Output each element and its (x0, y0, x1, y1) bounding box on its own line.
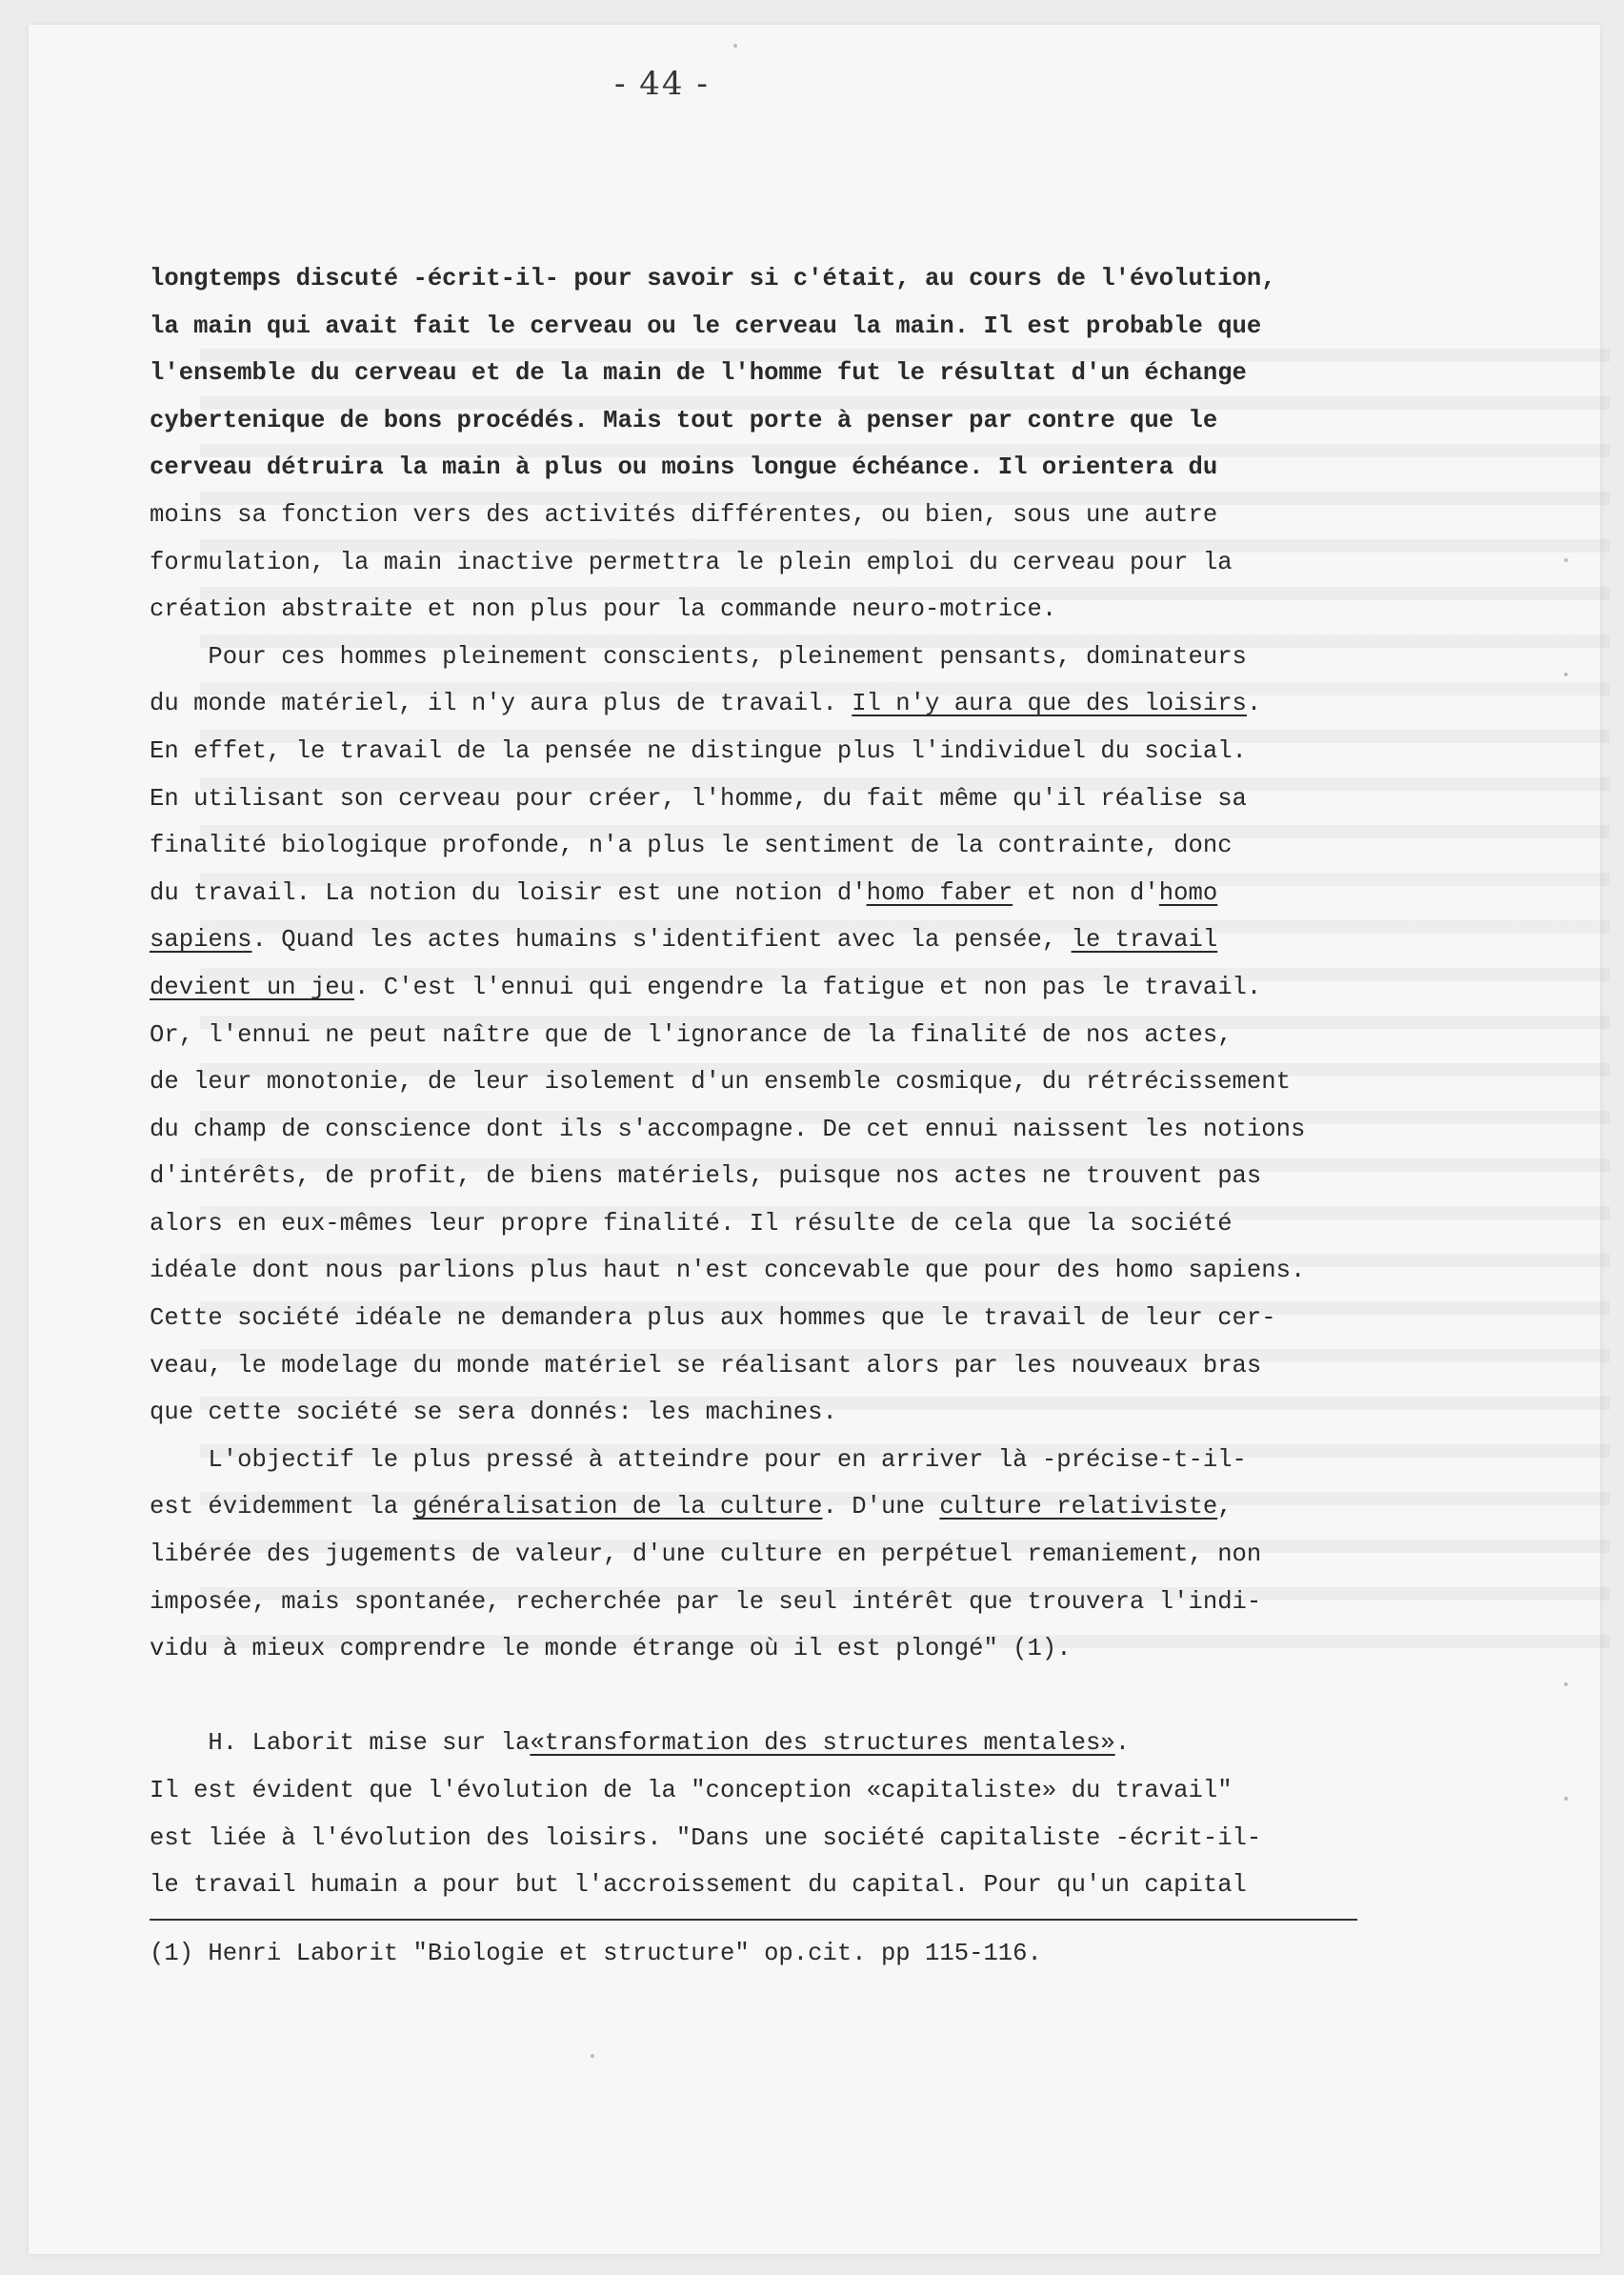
text-run: veau, le modelage du monde matériel se réalisant alors par les nouveaux bras (150, 1351, 1262, 1379)
text-run: de leur monotonie, de leur isolement d'un ensemble cosmique, du rétrécissement (150, 1068, 1291, 1097)
text-line (150, 1673, 1426, 1721)
text-run: est évidemment la (150, 1493, 413, 1521)
text-line (150, 539, 1426, 587)
text-run: En effet, le travail de la pensée ne distingue plus l'individuel du social. (150, 736, 1247, 765)
text-run: , (1217, 1493, 1233, 1521)
underlined-phrase: le travail (1071, 926, 1218, 955)
text-line (150, 634, 1426, 681)
underlined-phrase: sapiens (150, 926, 252, 955)
text-line (150, 1625, 1426, 1673)
text-run: idéale dont nous parlions plus haut n'est concevable que pour des homo sapiens. (150, 1257, 1306, 1285)
text-run: Il est évident que l'évolution de la "conception «capitaliste» du travail" (150, 1777, 1233, 1804)
text-line (150, 775, 1426, 823)
text-line (150, 1389, 1426, 1437)
text-line (150, 1862, 1426, 1909)
underlined-phrase: homo faber (866, 878, 1013, 907)
text-run: formulation, la main inactive permettra le plein emploi du cerveau pour la (150, 548, 1233, 576)
text-line (150, 1153, 1426, 1200)
text-run: cybertenique de bons procédés. Mais tout porte à penser par contre que le (150, 406, 1218, 434)
text-line (150, 1247, 1426, 1295)
text-run: imposée, mais spontanée, recherchée par le seul intérêt que trouvera l'indi- (150, 1587, 1262, 1616)
text-line (150, 1106, 1426, 1154)
text-line (150, 444, 1426, 492)
underlined-phrase: devient un jeu (150, 973, 355, 1001)
paper-speck (1564, 673, 1568, 676)
text-line (150, 492, 1426, 539)
text-line (150, 1200, 1426, 1248)
text-line (150, 964, 1426, 1012)
paper-speck (1564, 1682, 1568, 1686)
text-run: du travail. La notion du loisir est une notion d' (150, 878, 867, 907)
text-run: cerveau détruira la main à plus ou moins longue échéance. Il orientera du (150, 453, 1218, 482)
text-run: Or, l'ennui ne peut naître que de l'ignorance de la finalité de nos actes, (150, 1020, 1233, 1049)
text-line (150, 916, 1426, 964)
paper-speck (1564, 558, 1568, 562)
page-number: - 44 - (614, 65, 710, 103)
body-text (150, 255, 1426, 1909)
underlined-phrase: homo (1158, 878, 1218, 907)
underlined-phrase: généralisation de la culture (412, 1493, 823, 1521)
text-run: longtemps discuté -écrit-il- pour savoir si c'était, au cours de l'évolution, (150, 265, 1276, 292)
text-line (150, 1012, 1426, 1059)
text-run: moins sa fonction vers des activités différentes, ou bien, sous une autre (150, 500, 1218, 529)
text-run: Cette société idéale ne demandera plus aux hommes que le travail de leur cer- (150, 1304, 1276, 1333)
footnote: (1) Henri Laborit "Biologie et structure" op.cit. pp 115-116. (150, 1940, 1042, 1967)
text-run: En utilisant son cerveau pour créer, l'homme, du fait même qu'il réalise sa (150, 784, 1247, 813)
text-line (150, 1483, 1426, 1531)
text-line (150, 350, 1426, 397)
underlined-phrase: «transformation des structures mentales» (530, 1729, 1115, 1758)
text-run: . D'une (822, 1493, 940, 1521)
paper-speck (1564, 1797, 1568, 1801)
text-line (150, 728, 1426, 775)
footnote-rule (150, 1919, 1357, 1921)
underlined-phrase: culture relativiste (939, 1493, 1218, 1521)
text-run: le travail humain a pour but l'accroissement du capital. Pour qu'un capital (150, 1871, 1247, 1900)
text-line (150, 303, 1426, 351)
text-run: la main qui avait fait le cerveau ou le cerveau la main. Il est probable que (150, 312, 1262, 340)
text-run: du champ de conscience dont ils s'accompagne. De cet ennui naissent les notions (150, 1115, 1306, 1143)
text-line (150, 680, 1426, 728)
text-run: . C'est l'ennui qui engendre la fatigue et non pas le travail. (354, 973, 1262, 1001)
text-run: l'ensemble du cerveau et de la main de l'homme fut le résultat d'un échange (150, 359, 1247, 388)
text-line (150, 1579, 1426, 1626)
underlined-phrase: Il n'y aura que des loisirs (852, 690, 1247, 718)
paper-speck (591, 2054, 594, 2058)
text-run: Pour ces hommes pleinement conscients, pleinement pensants, dominateurs (150, 642, 1247, 671)
paper-speck (733, 44, 737, 48)
text-run: du monde matériel, il n'y aura plus de travail. (150, 690, 852, 718)
text-line (150, 1767, 1426, 1815)
text-run: que cette société se sera donnés: les machines. (150, 1399, 837, 1427)
text-line (150, 1058, 1426, 1106)
text-run: d'intérêts, de profit, de biens matériels, puisque nos actes ne trouvent pas (150, 1162, 1262, 1191)
text-line (150, 1437, 1426, 1484)
text-line (150, 1531, 1426, 1579)
text-line (150, 822, 1426, 870)
text-line (150, 586, 1426, 634)
text-run: alors en eux-mêmes leur propre finalité. Il résulte de cela que la société (150, 1209, 1233, 1238)
text-run: est liée à l'évolution des loisirs. "Dans une société capitaliste -écrit-il- (150, 1823, 1262, 1852)
text-run: création abstraite et non plus pour la commande neuro-motrice. (150, 595, 1057, 624)
text-run: H. Laborit mise sur la (150, 1729, 531, 1758)
text-line (150, 1720, 1426, 1767)
text-run: . Quand les actes humains s'identifient avec la pensée, (251, 926, 1072, 955)
text-run: libérée des jugements de valeur, d'une culture en perpétuel remaniement, non (150, 1540, 1262, 1569)
text-line (150, 1342, 1426, 1390)
text-run: et non d' (1012, 878, 1159, 907)
text-line (150, 1815, 1426, 1862)
text-run: L'objectif le plus pressé à atteindre pour en arriver là -précise-t-il- (150, 1445, 1247, 1474)
text-run: finalité biologique profonde, n'a plus le sentiment de la contrainte, donc (150, 832, 1233, 860)
text-line (150, 870, 1426, 917)
text-run: vidu à mieux comprendre le monde étrange où il est plongé" (1). (150, 1635, 1072, 1663)
text-line (150, 255, 1426, 303)
text-run: . (1114, 1729, 1131, 1758)
text-line (150, 1295, 1426, 1342)
text-run: . (1246, 690, 1262, 718)
text-line (150, 397, 1426, 445)
